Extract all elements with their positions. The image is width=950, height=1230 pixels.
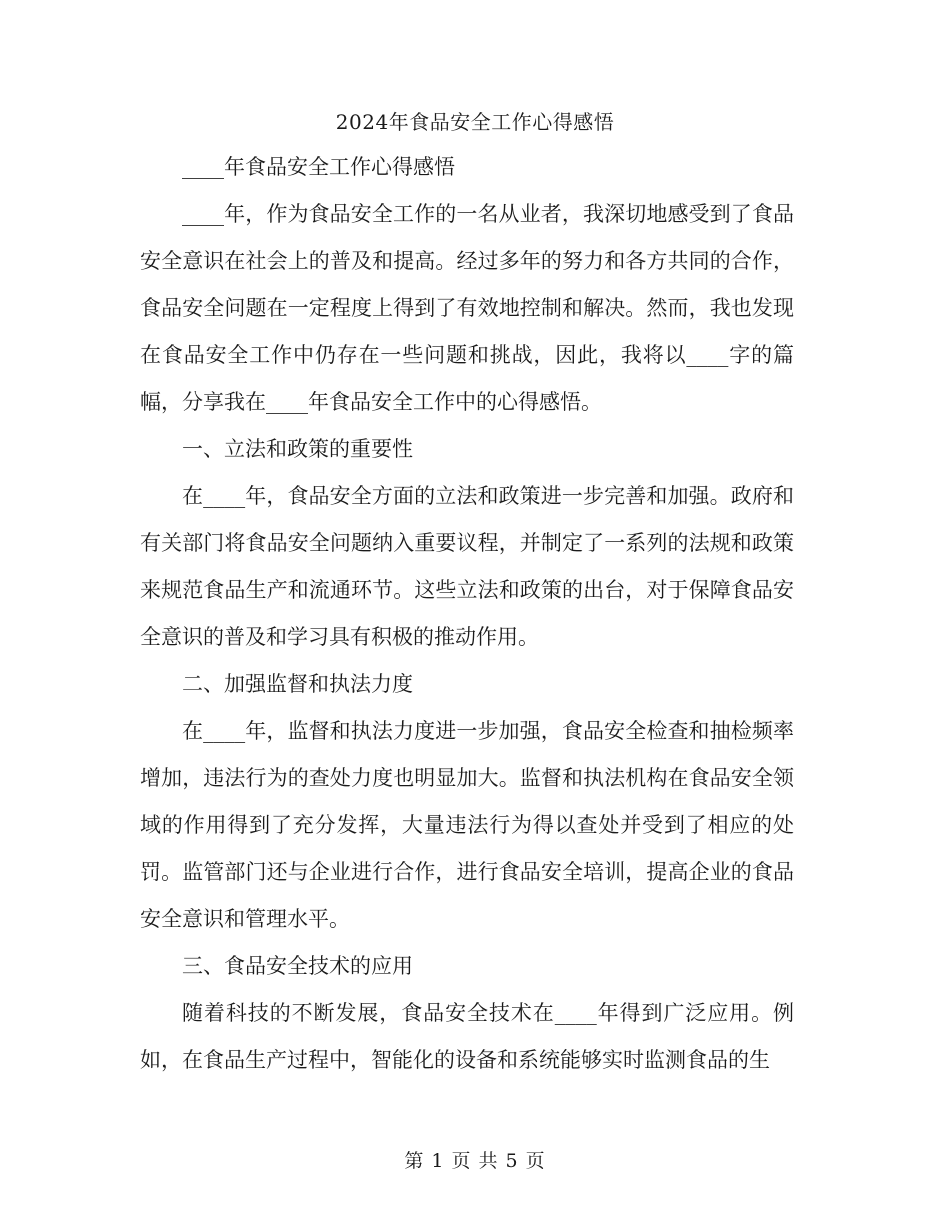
section-heading-2: 二、加强监督和执法力度	[182, 672, 413, 696]
document-title: 2024年食品安全工作心得感悟	[335, 110, 615, 134]
page-number-footer: 第 1 页 共 5 页	[404, 1150, 546, 1172]
section-heading-1: 一、立法和政策的重要性	[182, 437, 413, 461]
section-paragraph-2: 在____年，监督和执法力度进一步加强，食品安全检查和抽检频率增加，违法行为的查处力度也明显加大。监督和执法机构在食品安全领域的作用得到了充分发挥，大量违法行为得以查处并受到了相应的处罚。监管部门还与企业进行合作，进行食品安全培训，提高企业的食品安全意识和管理水平。	[140, 719, 794, 931]
document-body	[140, 144, 794, 1084]
section-paragraph-1: 在____年，食品安全方面的立法和政策进一步完善和加强。政府和有关部门将食品安全问题纳入重要议程，并制定了一系列的法规和政策来规范食品生产和流通环节。这些立法和政策的出台，对于保障食品安全意识的普及和学习具有积极的推动作用。	[140, 484, 794, 649]
intro-paragraph: ____年，作为食品安全工作的一名从业者，我深切地感受到了食品安全意识在社会上的普及和提高。经过多年的努力和各方共同的合作，食品安全问题在一定程度上得到了有效地控制和解决。然而，我也发现在食品安全工作中仍存在一些问题和挑战，因此，我将以____字的篇幅，分享我在____年食品安全工作中的心得感悟。	[140, 202, 794, 414]
subtitle-paragraph: ____年食品安全工作心得感悟	[182, 155, 455, 179]
section-paragraph-3: 随着科技的不断发展，食品安全技术在____年得到广泛应用。例如，在食品生产过程中，智能化的设备和系统能够实时监测食品的生	[140, 1001, 794, 1072]
section-heading-3: 三、食品安全技术的应用	[182, 954, 413, 978]
